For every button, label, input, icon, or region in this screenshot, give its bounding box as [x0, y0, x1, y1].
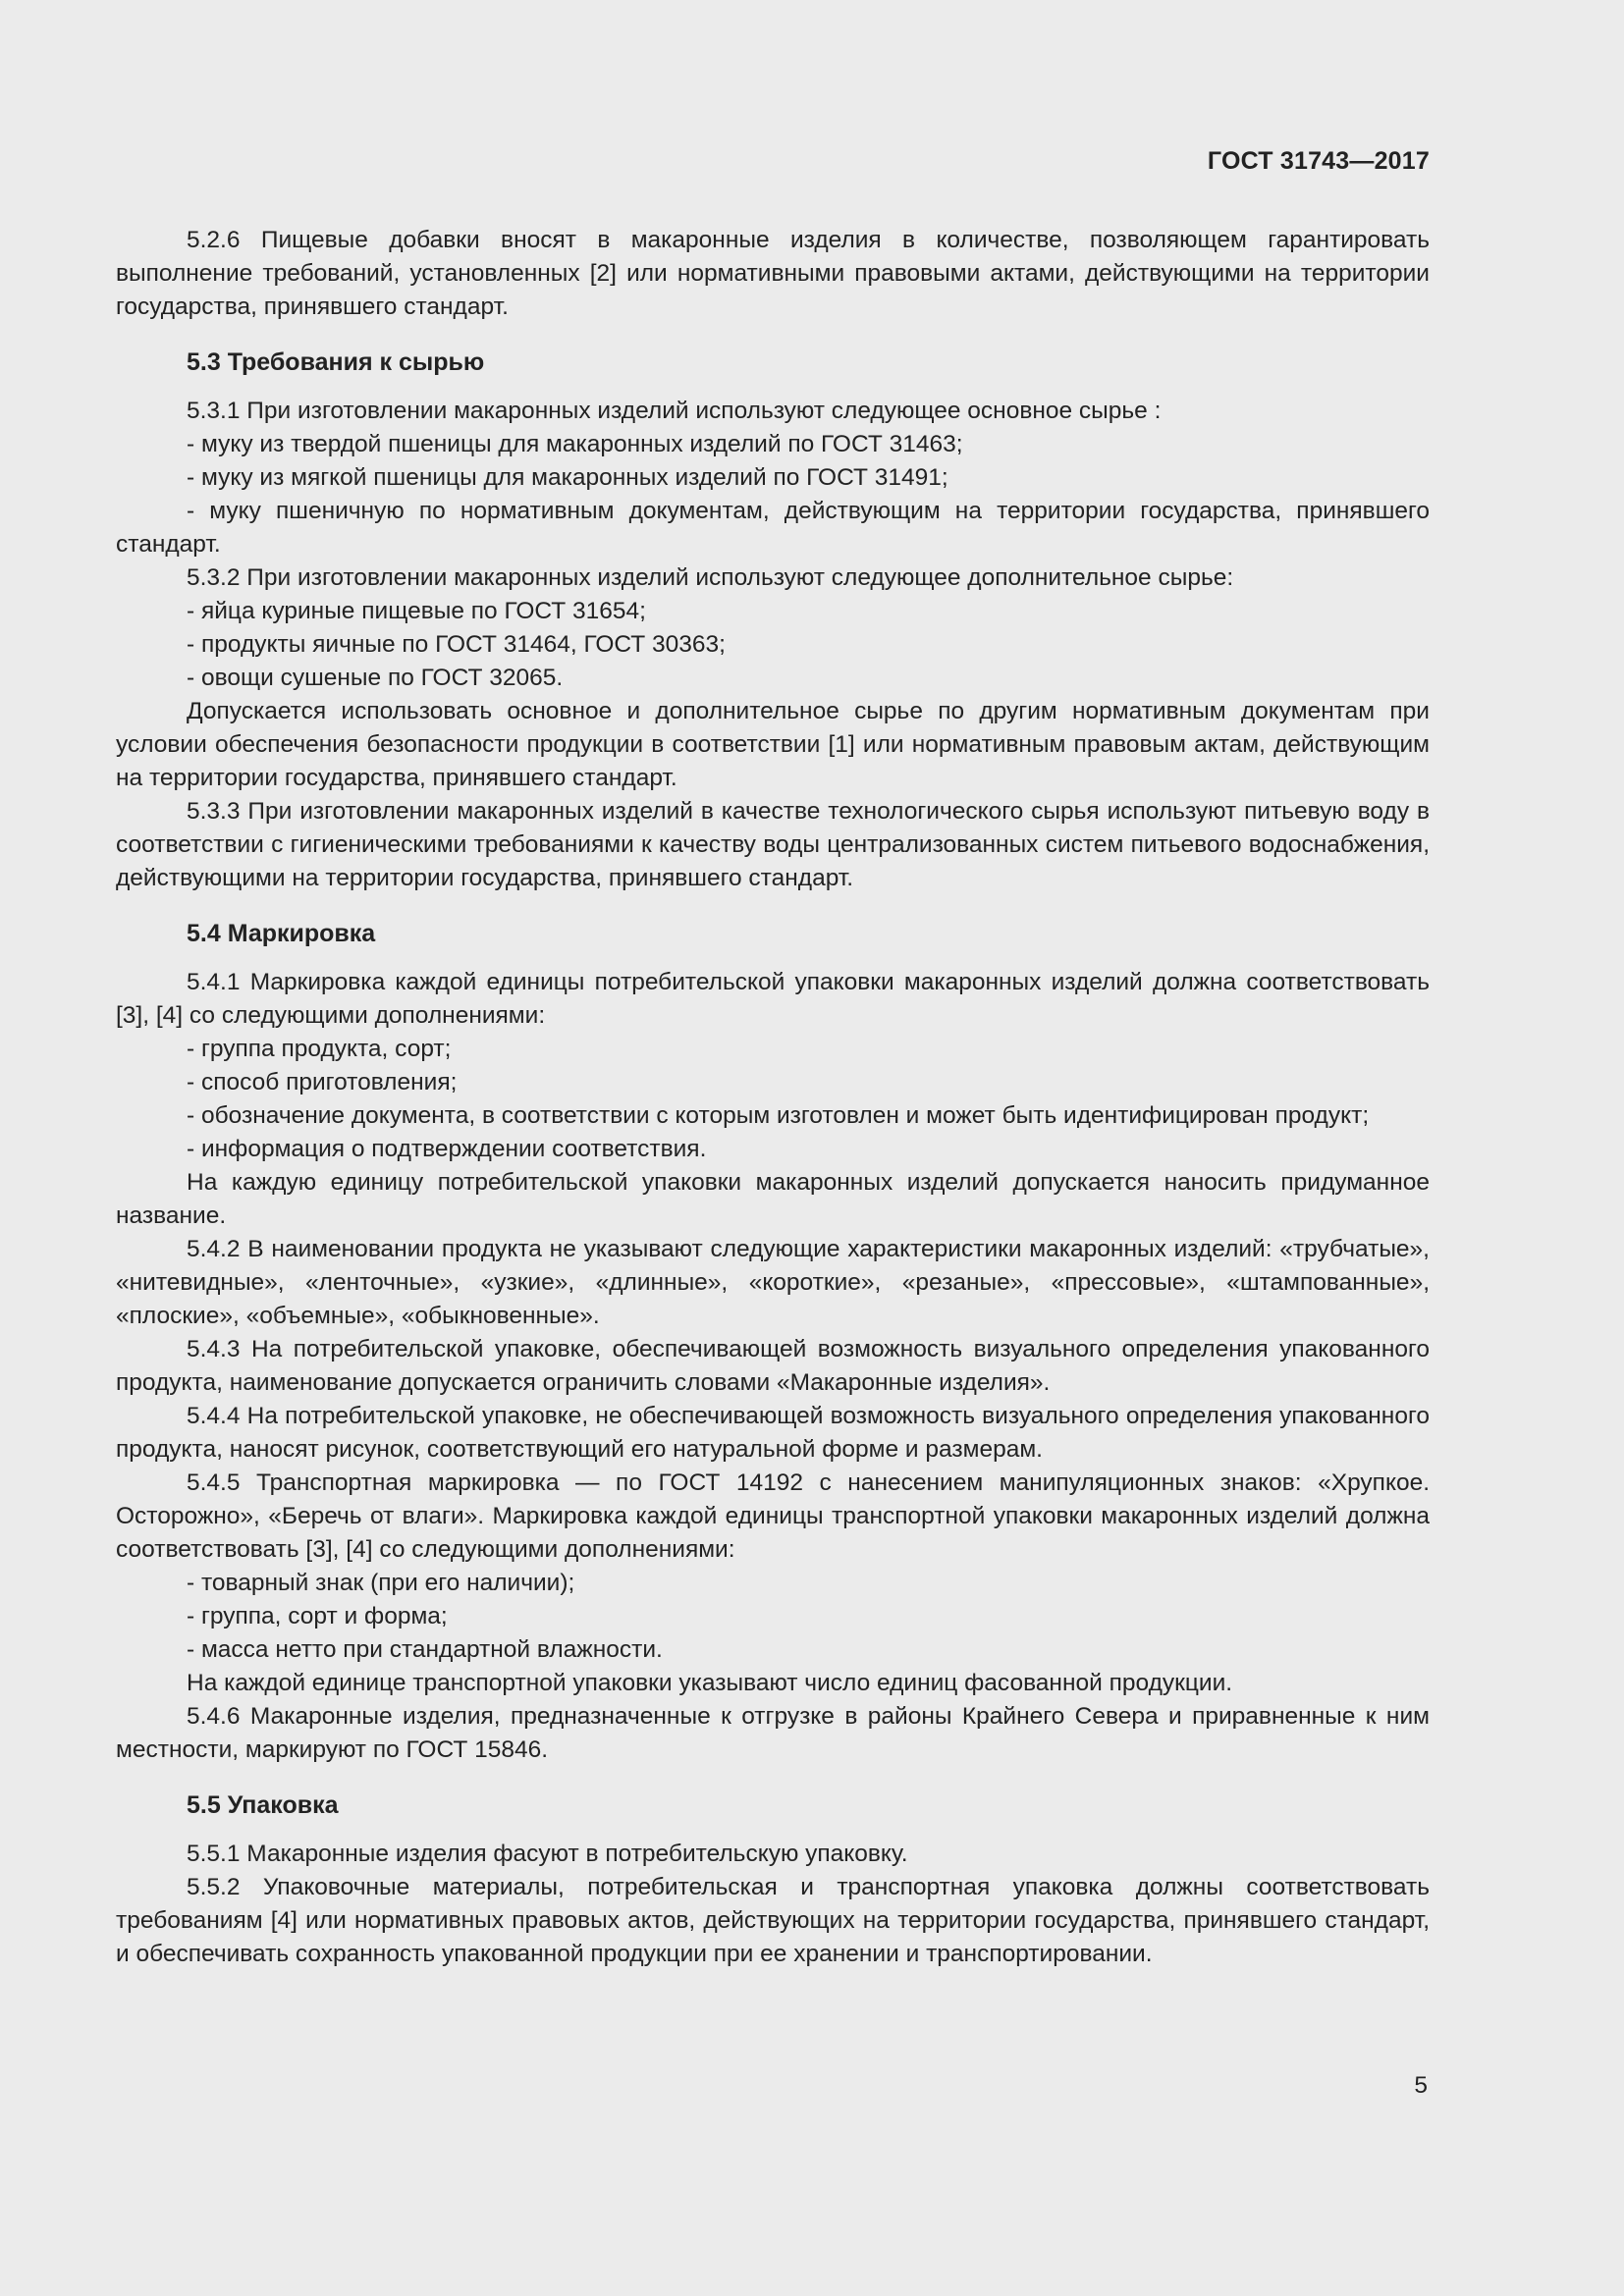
- section-heading-5-3: 5.3 Требования к сырью: [187, 348, 485, 376]
- document-code: ГОСТ 31743—2017: [1207, 147, 1430, 175]
- paragraph-5-2-6: 5.2.6 Пищевые добавки вносят в макаронные изделия в количестве, позволяющем гарантировать выполнение требований, установленных [2] или нормативными правовыми актами, действующими на территории государства, принявшего стандарт.: [116, 227, 1430, 320]
- paragraph-5-4-3: 5.4.3 На потребительской упаковке, обеспечивающей возможность визуального определения упакованного продукта, наименование допускается ограничить словами «Макаронные изделия».: [116, 1336, 1430, 1396]
- paragraph-invented-name: На каждую единицу потребительской упаковки макаронных изделий допускается наносить придуманное название.: [116, 1169, 1430, 1229]
- list-item: - способ приготовления;: [187, 1069, 458, 1095]
- paragraph-5-5-1: 5.5.1 Макаронные изделия фасуют в потребительскую упаковку.: [187, 1841, 908, 1867]
- paragraph-5-3-1: 5.3.1 При изготовлении макаронных изделий используют следующее основное сырье :: [187, 398, 1162, 424]
- list-item: - овощи сушеные по ГОСТ 32065.: [187, 665, 564, 691]
- paragraph-5-3-2: 5.3.2 При изготовлении макаронных изделий используют следующее дополнительное сырье:: [187, 564, 1234, 591]
- paragraph-5-4-4: 5.4.4 На потребительской упаковке, не обеспечивающей возможность визуального определения упакованного продукта, наносят рисунок, соответствующий его натуральной форме и размерам.: [116, 1403, 1430, 1463]
- section-heading-5-4: 5.4 Маркировка: [187, 920, 376, 947]
- list-item: - обозначение документа, в соответствии с которым изготовлен и может быть идентифицирован продукт;: [187, 1102, 1370, 1129]
- paragraph-5-5-2: 5.5.2 Упаковочные материалы, потребительская и транспортная упаковка должны соответствовать требованиям [4] или нормативных правовых актов, действующих на территории государства, принявшего стандарт, и обеспечивать сохранность упакованной продукции при ее хранении и транспортировании.: [116, 1874, 1430, 1967]
- paragraph-5-4-6: 5.4.6 Макаронные изделия, предназначенные к отгрузке в районы Крайнего Севера и приравненные к ним местности, маркируют по ГОСТ 15846.: [116, 1703, 1430, 1763]
- list-item: - группа продукта, сорт;: [187, 1036, 452, 1062]
- page-number: 5: [1414, 2072, 1428, 2099]
- paragraph-5-4-5: 5.4.5 Транспортная маркировка — по ГОСТ 14192 с нанесением манипуляционных знаков: «Хрупкое. Осторожно», «Беречь от влаги». Маркировка каждой единицы транспортной упаковки макаронных изделий должна соответствовать [3], [4] со следующими дополнениями:: [116, 1469, 1430, 1563]
- list-item: - товарный знак (при его наличии);: [187, 1570, 575, 1596]
- list-item: - муку из твердой пшеницы для макаронных изделий по ГОСТ 31463;: [187, 431, 963, 457]
- paragraph-transport-units: На каждой единице транспортной упаковки указывают число единиц фасованной продукции.: [187, 1670, 1233, 1696]
- paragraph-5-4-1: 5.4.1 Маркировка каждой единицы потребительской упаковки макаронных изделий должна соответствовать [3], [4] со следующими дополнениями:: [116, 969, 1430, 1029]
- list-item: - группа, сорт и форма;: [187, 1603, 448, 1629]
- paragraph-5-4-2: 5.4.2 В наименовании продукта не указывают следующие характеристики макаронных изделий: «трубчатые», «нитевидные», «ленточные», «узкие», «длинные», «короткие», «резаные», «прессовые», «штампованные», «плоские», «объемные», «обыкновенные».: [116, 1236, 1430, 1329]
- list-item: - муку пшеничную по нормативным документам, действующим на территории государства, принявшего стандарт.: [116, 498, 1430, 558]
- paragraph-allowed-raw: Допускается использовать основное и дополнительное сырье по другим нормативным документам при условии обеспечения безопасности продукции в соответствии [1] или нормативным правовым актам, действующим на территории государства, принявшего стандарт.: [116, 698, 1430, 791]
- paragraph-5-3-3: 5.3.3 При изготовлении макаронных изделий в качестве технологического сырья используют питьевую воду в соответствии с гигиеническими требованиями к качеству воды централизованных систем питьевого водоснабжения, действующими на территории государства, принявшего стандарт.: [116, 798, 1430, 891]
- list-item: - яйца куриные пищевые по ГОСТ 31654;: [187, 598, 646, 624]
- list-item: - продукты яичные по ГОСТ 31464, ГОСТ 30363;: [187, 631, 726, 658]
- list-item: - масса нетто при стандартной влажности.: [187, 1636, 663, 1663]
- document-body: [116, 224, 1430, 1971]
- list-item: - муку из мягкой пшеницы для макаронных изделий по ГОСТ 31491;: [187, 464, 948, 491]
- list-item: - информация о подтверждении соответствия.: [187, 1136, 707, 1162]
- section-heading-5-5: 5.5 Упаковка: [187, 1791, 339, 1819]
